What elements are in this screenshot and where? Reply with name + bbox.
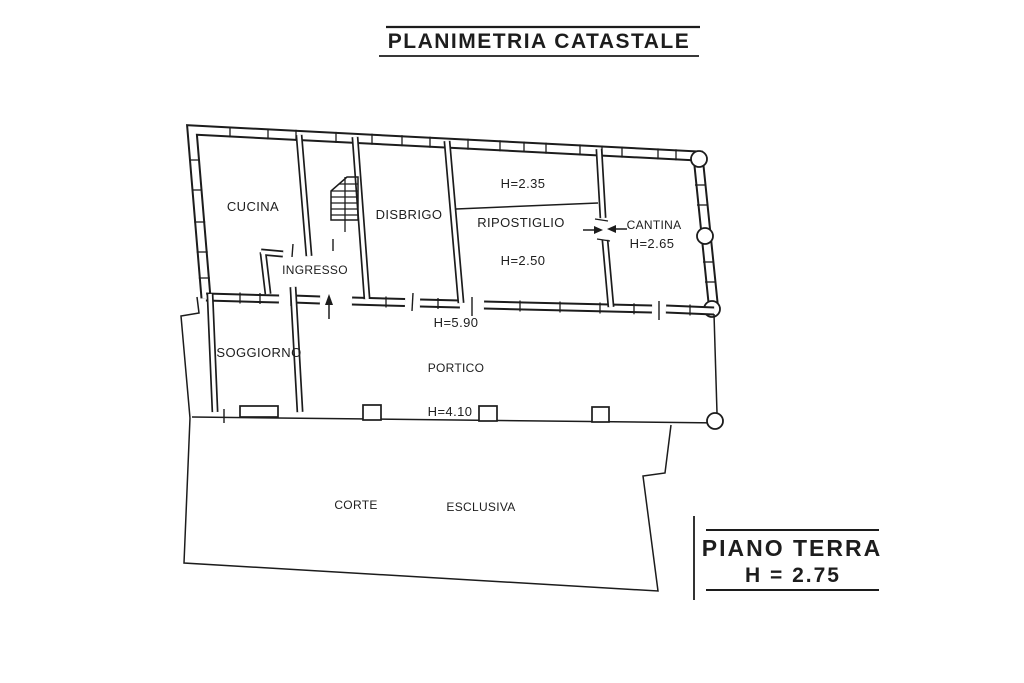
portico-pillar-1 [363,405,381,420]
portico-pillar-2 [479,406,497,421]
room-label-portico: PORTICO [427,361,485,375]
room-label-cucina: CUCINA [226,199,280,214]
room-label-ripostiglio: RIPOSTIGLIO [477,215,565,230]
corte-label-word2: ESCLUSIVA [446,500,516,514]
height-label-portico-edge: H=4.10 [427,404,473,419]
cantina-door-arrows-icon [583,225,627,234]
cantina-door-jamb-top [595,219,608,221]
interior-walls [210,135,611,412]
portico-corner-column [707,413,723,429]
height-label-ripostiglio-front: H=2.35 [500,176,546,191]
portico-pillar-3 [592,407,609,422]
room-label-cantina: CANTINA [626,218,682,232]
cucina-door-tick [292,244,293,257]
room-label-soggiorno: SOGGIORNO [216,345,302,360]
soggiorno-sill-block [240,406,278,417]
floor-label-box [694,516,882,600]
room-labels [216,176,681,514]
staircase [331,177,358,232]
entrance-arrow-icon [325,294,333,319]
floor-height: H = 2.75 [745,564,841,587]
ripostiglio-divider-line [456,203,598,209]
room-label-ingresso: INGRESSO [282,263,348,277]
height-label-ripostiglio-back: H=2.50 [500,253,546,268]
column-right-mid [697,228,713,244]
title-block [379,27,700,56]
corte-label-word1: CORTE [334,498,378,512]
page-title: PLANIMETRIA CATASTALE [387,30,691,53]
room-label-disbrigo: DISBRIGO [375,207,443,222]
opening-tick-disbrigo-door [412,293,413,311]
column-top-right [691,151,707,167]
floor-name: PIANO TERRA [701,535,883,561]
height-label-portico-inner: H=5.90 [433,315,479,330]
height-label-cantina: H=2.65 [629,236,675,251]
left-boundary-line [181,297,199,418]
corte-outline [184,418,671,591]
portico-right-edge [714,314,717,413]
